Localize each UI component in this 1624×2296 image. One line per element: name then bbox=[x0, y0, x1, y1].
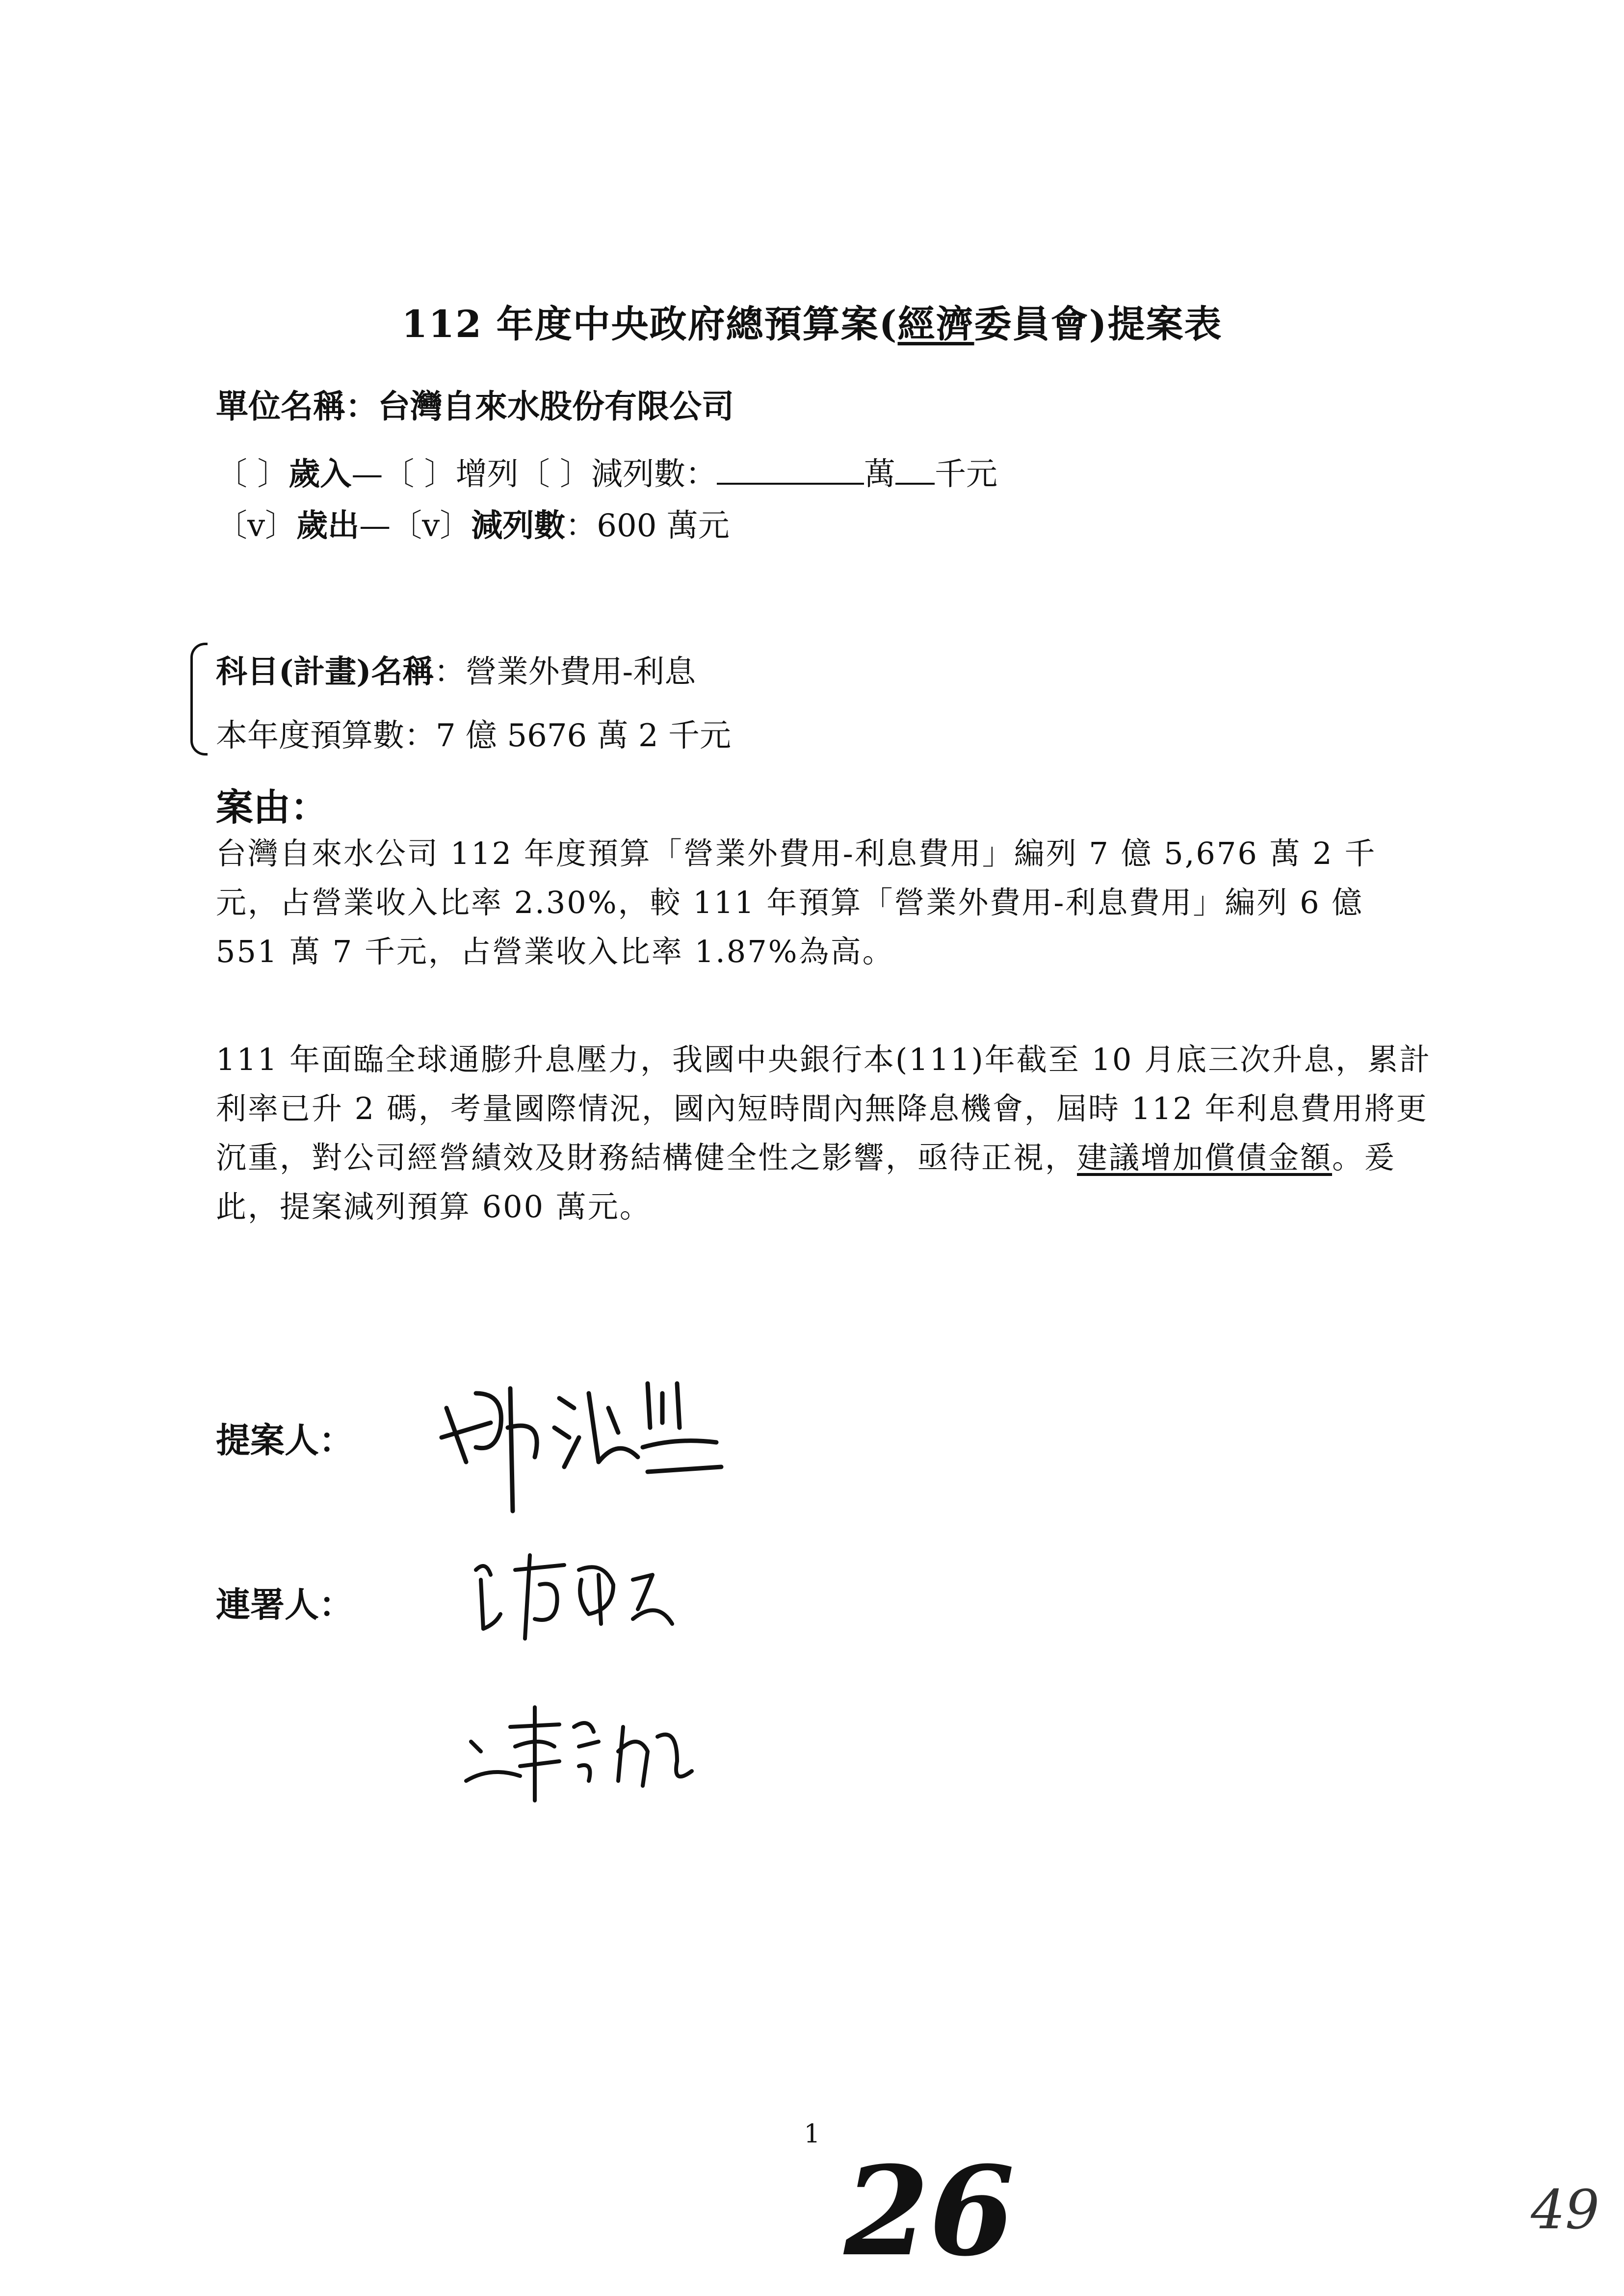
expense-checkbox: 〔v〕 bbox=[216, 508, 297, 544]
revenue-line: 〔 〕歲入—〔 〕增列〔 〕減列數： 萬 千元 bbox=[216, 456, 998, 493]
unit-name: 單位名稱：台灣自來水股份有限公司 bbox=[216, 387, 734, 425]
expense-amount: ：600 萬元 bbox=[565, 508, 730, 544]
reason-paragraph-1: 台灣自來水公司 112 年度預算「營業外費用-利息費用」編列 7 億 5,676 萬 2 千元，占營業收入比率 2.30%，較 111 年預算「營業外費用-利息費用」編列 6 億 551 萬 7 千元，占營業收入比率 1.87%為高。 bbox=[216, 835, 1377, 969]
reason-paragraph-2: 111 年面臨全球通膨升息壓力，我國中央銀行本(111)年截至 10 月底三次升息，累計利率已升 2 碼，考量國際情況，國內短時間內無降息機會，屆時 112 年利息費用將更沉重，對公司經營績效及財務結構健全性之影響，亟待正視，建議增加償債金額。爰此，提案減列預算 600 萬元。 bbox=[216, 1042, 1432, 1225]
cosigner-signature-2 bbox=[461, 1697, 716, 1805]
title-underlined-word: 經濟 bbox=[897, 302, 974, 346]
cosigner-signature-1 bbox=[466, 1540, 721, 1653]
handwritten-number: 26 bbox=[844, 2139, 1015, 2283]
proposer-label: 提案人： bbox=[216, 1420, 353, 1461]
expense-line: 〔v〕歲出—〔v〕減列數：600 萬元 bbox=[216, 507, 730, 544]
expense-decrease-checkbox: 〔v〕 bbox=[391, 508, 471, 544]
subject-bracket bbox=[190, 643, 208, 756]
revenue-checkbox: 〔 〕 bbox=[216, 456, 289, 493]
amount-blank-qian bbox=[895, 456, 935, 485]
amount-blank-wan bbox=[717, 456, 864, 485]
increase-checkbox: 〔 〕 bbox=[383, 456, 456, 493]
subject-name: 科目(計畫)名稱：營業外費用-利息 bbox=[216, 653, 696, 690]
decrease-checkbox: 〔 〕 bbox=[518, 456, 592, 493]
recommendation-underlined: 建議增加償債金額 bbox=[1077, 1140, 1333, 1175]
form-title: 112 年度中央政府總預算案(經濟委員會)提案表 bbox=[401, 302, 1223, 346]
corner-page-number: 49 bbox=[1531, 2178, 1599, 2241]
subject-budget: 本年度預算數：7 億 5676 萬 2 千元 bbox=[216, 718, 732, 754]
proposer-signature bbox=[432, 1364, 736, 1526]
expense-label: 歲出 bbox=[296, 507, 360, 544]
reason-heading: 案由： bbox=[216, 785, 328, 829]
cosigner-label: 連署人： bbox=[216, 1584, 353, 1625]
page-number: 1 bbox=[804, 2119, 820, 2149]
revenue-label: 歲入 bbox=[288, 456, 352, 493]
